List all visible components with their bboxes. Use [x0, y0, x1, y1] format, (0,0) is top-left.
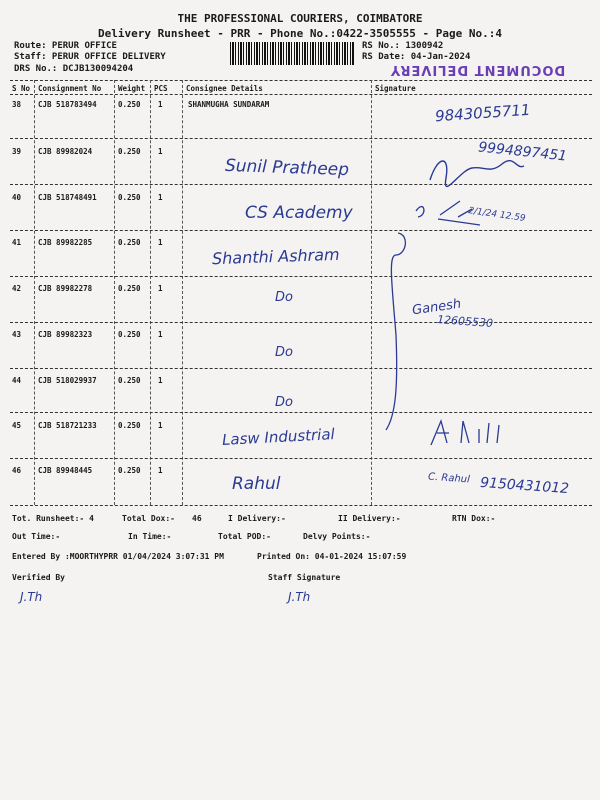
- column-divider: [34, 80, 35, 505]
- row-weight: 0.250: [118, 238, 141, 247]
- row-pcs: 1: [158, 238, 163, 247]
- col-pcs: PCS: [154, 84, 168, 93]
- route-label: Route: PERUR OFFICE: [14, 41, 117, 51]
- row-pcs: 1: [158, 376, 163, 385]
- col-consignment: Consignment No: [38, 84, 102, 93]
- staff-initials: J.Th: [288, 590, 311, 604]
- handwritten-ditto: Do: [275, 290, 293, 305]
- company-title: THE PROFESSIONAL COURIERS, COIMBATORE: [177, 12, 423, 25]
- col-weight: Weight: [118, 84, 146, 93]
- signature-scribble: [425, 415, 515, 450]
- handwritten-consignee: CS Academy: [245, 203, 353, 223]
- handwritten-signature: Ganesh: [411, 296, 463, 319]
- column-divider: [150, 80, 151, 505]
- row-sno: 46: [12, 466, 22, 475]
- row-weight: 0.250: [118, 100, 141, 109]
- in-time: In Time:-: [128, 532, 172, 541]
- row-consignment: CJB 89982285: [38, 238, 93, 247]
- table-bottom-rule: [10, 505, 592, 506]
- row-consignment: CJB 518748491: [38, 193, 97, 202]
- handwritten-phone: 12605530: [436, 313, 494, 330]
- row-consignment: CJB 89948445: [38, 466, 93, 475]
- row-weight: 0.250: [118, 330, 141, 339]
- handwritten-phone: 9994897451: [477, 139, 568, 165]
- verified-initials: J.Th: [20, 590, 43, 604]
- row-pcs: 1: [158, 100, 163, 109]
- total-runsheet: Tot. Runsheet:- 4: [12, 514, 94, 523]
- row-sno: 45: [12, 421, 22, 430]
- table-top-rule: [10, 80, 592, 81]
- bracket-scribble: [380, 225, 410, 435]
- signature-scribble: [420, 150, 530, 190]
- col-sno: S No: [12, 84, 31, 93]
- row-weight: 0.250: [118, 284, 141, 293]
- total-dox-value: 46: [192, 514, 202, 523]
- handwritten-consignee: Sunil Pratheep: [224, 155, 350, 181]
- entered-by: Entered By :MOORTHYPRR 01/04/2024 3:07:31 PM: [12, 552, 224, 561]
- table-header-rule: [10, 94, 592, 95]
- row-pcs: 1: [158, 466, 163, 475]
- col-consignee: Consignee Details: [186, 84, 263, 93]
- col-signature: Signature: [375, 84, 416, 93]
- ii-delivery: II Delivery:-: [338, 514, 401, 523]
- row-pcs: 1: [158, 330, 163, 339]
- row-rule: [10, 368, 592, 369]
- row-sno: 42: [12, 284, 22, 293]
- handwritten-phone: 9843055711: [434, 100, 531, 126]
- row-rule: [10, 458, 592, 459]
- row-sno: 38: [12, 100, 22, 109]
- handwritten-signature: C. Rahul: [427, 471, 471, 486]
- row-consignment: CJB 89982278: [38, 284, 93, 293]
- row-weight: 0.250: [118, 466, 141, 475]
- row-consignment: CJB 518783494: [38, 100, 97, 109]
- verified-by-label: Verified By: [12, 573, 65, 582]
- rtn-dox: RTN Dox:-: [452, 514, 496, 523]
- handwritten-ditto: Do: [275, 395, 293, 410]
- row-rule: [10, 412, 592, 413]
- row-consignment: CJB 89982024: [38, 147, 93, 156]
- handwritten-consignee: Rahul: [232, 474, 281, 494]
- rs-date: RS Date: 04-Jan-2024: [362, 52, 471, 62]
- row-weight: 0.250: [118, 376, 141, 385]
- rs-number: RS No.: 1300942: [362, 41, 444, 51]
- delvy-points: Delvy Points:-: [303, 532, 371, 541]
- row-consignment: CJB 89982323: [38, 330, 93, 339]
- signature-scribble: [410, 195, 500, 235]
- total-dox-label: Total Dox:-: [122, 514, 175, 523]
- i-delivery: I Delivery:-: [228, 514, 286, 523]
- row-pcs: 1: [158, 421, 163, 430]
- row-sno: 39: [12, 147, 22, 156]
- row-weight: 0.250: [118, 421, 141, 430]
- row-weight: 0.250: [118, 193, 141, 202]
- row-consignment: CJB 518721233: [38, 421, 97, 430]
- handwritten-consignee: Shanthi Ashram: [211, 244, 340, 269]
- column-divider: [371, 80, 372, 505]
- handwritten-phone: 9150431012: [479, 474, 570, 498]
- printed-on: Printed On: 04-01-2024 15:07:59: [257, 552, 407, 561]
- row-rule: [10, 138, 592, 139]
- row-pcs: 1: [158, 147, 163, 156]
- runsheet-subtitle: Delivery Runsheet - PRR - Phone No.:0422-3505555 - Page No.:4: [98, 27, 502, 40]
- drs-number: DRS No.: DCJB130094204: [14, 64, 134, 74]
- row-sno: 44: [12, 376, 22, 385]
- handwritten-consignee: Lasw Industrial: [221, 425, 336, 449]
- row-consignee: SHANMUGHA SUNDARAM: [188, 100, 270, 109]
- row-rule: [10, 276, 592, 277]
- row-consignment: CJB 518029937: [38, 376, 97, 385]
- row-rule: [10, 322, 592, 323]
- column-divider: [182, 80, 183, 505]
- row-rule: [10, 230, 592, 231]
- document-delivery-stamp: DOCUMENT DELIVERY: [389, 62, 566, 77]
- row-sno: 41: [12, 238, 22, 247]
- barcode: [230, 42, 355, 65]
- column-divider: [114, 80, 115, 505]
- row-sno: 43: [12, 330, 22, 339]
- out-time: Out Time:-: [12, 532, 61, 541]
- staff-signature-label: Staff Signature: [268, 573, 341, 582]
- handwritten-date: 2/1/24 12.59: [467, 206, 527, 224]
- row-pcs: 1: [158, 193, 163, 202]
- staff-label: Staff: PERUR OFFICE DELIVERY: [14, 52, 166, 62]
- total-pod: Total POD:-: [218, 532, 271, 541]
- row-weight: 0.250: [118, 147, 141, 156]
- handwritten-ditto: Do: [275, 345, 293, 360]
- row-sno: 40: [12, 193, 22, 202]
- row-pcs: 1: [158, 284, 163, 293]
